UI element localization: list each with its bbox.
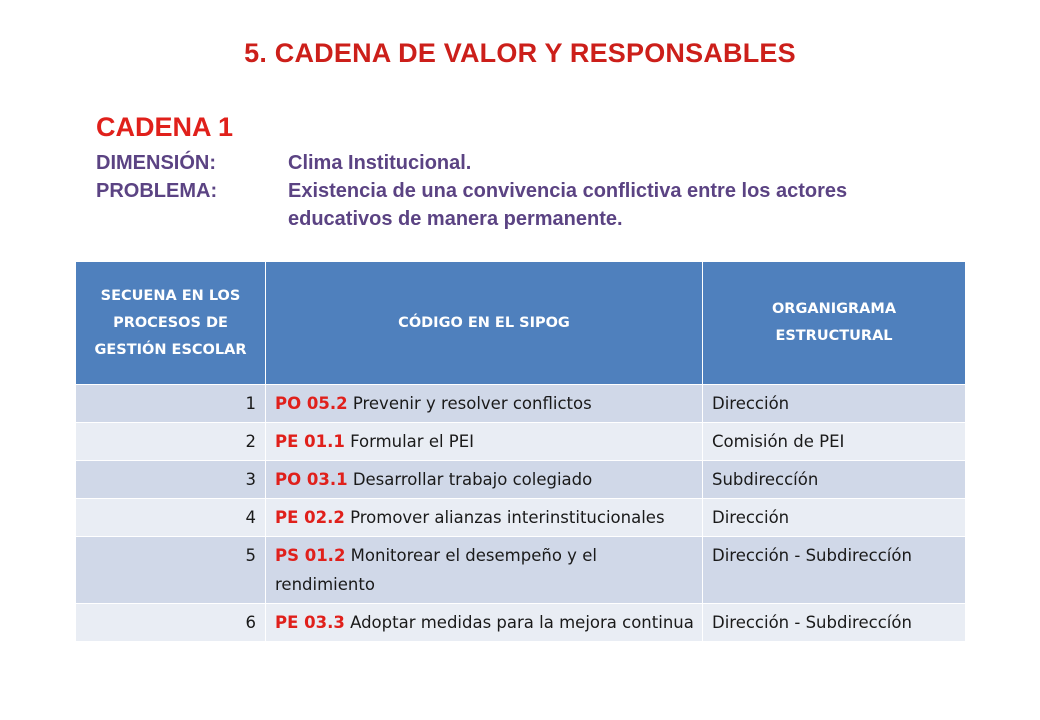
org-cell: Dirección [703, 385, 966, 423]
chain-info [96, 149, 946, 233]
code-cell [266, 385, 703, 423]
process-code: PS 01.2 [275, 546, 346, 565]
code-cell [266, 604, 703, 642]
process-code: PO 05.2 [275, 394, 348, 413]
process-description: Monitorear el desempeño y el rendimiento [275, 546, 597, 594]
process-description: Prevenir y resolver conflictos [347, 394, 592, 413]
code-cell [266, 423, 703, 461]
org-cell: Dirección - Subdireccíón [703, 537, 966, 604]
process-code: PE 02.2 [275, 508, 345, 527]
process-code: PE 03.3 [275, 613, 345, 632]
dimension-row [96, 149, 946, 177]
table-row [76, 499, 966, 537]
problem-row [96, 177, 946, 233]
code-cell [266, 499, 703, 537]
table-row [76, 604, 966, 642]
table-header-row [76, 262, 966, 385]
sequence-cell: 1 [76, 385, 266, 423]
slide-title: 5. CADENA DE VALOR Y RESPONSABLES [244, 38, 796, 68]
header-code: CÓDIGO EN EL SIPOG [266, 262, 703, 385]
code-cell [266, 461, 703, 499]
table-row [76, 461, 966, 499]
process-description: Promover alianzas interinstitucionales [344, 508, 665, 527]
process-description: Adoptar medidas para la mejora continua [344, 613, 694, 632]
table-row [76, 537, 966, 604]
sequence-cell: 3 [76, 461, 266, 499]
chain-heading: CADENA 1 [96, 112, 234, 142]
header-org: ORGANIGRAMA ESTRUCTURAL [703, 262, 966, 385]
sequence-cell: 4 [76, 499, 266, 537]
table-row [76, 385, 966, 423]
code-cell [266, 537, 703, 604]
sequence-cell: 6 [76, 604, 266, 642]
process-code: PE 01.1 [275, 432, 345, 451]
header-sequence: SECUENA EN LOS PROCESOS DE GESTIÓN ESCOLAR [76, 262, 266, 385]
process-description: Formular el PEI [344, 432, 475, 451]
dimension-label: DIMENSIÓN: [96, 152, 216, 174]
process-code: PO 03.1 [275, 470, 348, 489]
dimension-value: Clima Institucional. [288, 152, 472, 174]
org-cell: Subdireccíón [703, 461, 966, 499]
org-cell: Dirección - Subdireccíón [703, 604, 966, 642]
org-cell: Dirección [703, 499, 966, 537]
table-row [76, 423, 966, 461]
process-table [75, 261, 966, 642]
problem-label: PROBLEMA: [96, 180, 218, 202]
sequence-cell: 5 [76, 537, 266, 604]
org-cell: Comisión de PEI [703, 423, 966, 461]
problem-value: Existencia de una convivencia conflictiva entre los actores educativos de manera permanente. [288, 180, 848, 230]
sequence-cell: 2 [76, 423, 266, 461]
process-description: Desarrollar trabajo colegiado [347, 470, 593, 489]
